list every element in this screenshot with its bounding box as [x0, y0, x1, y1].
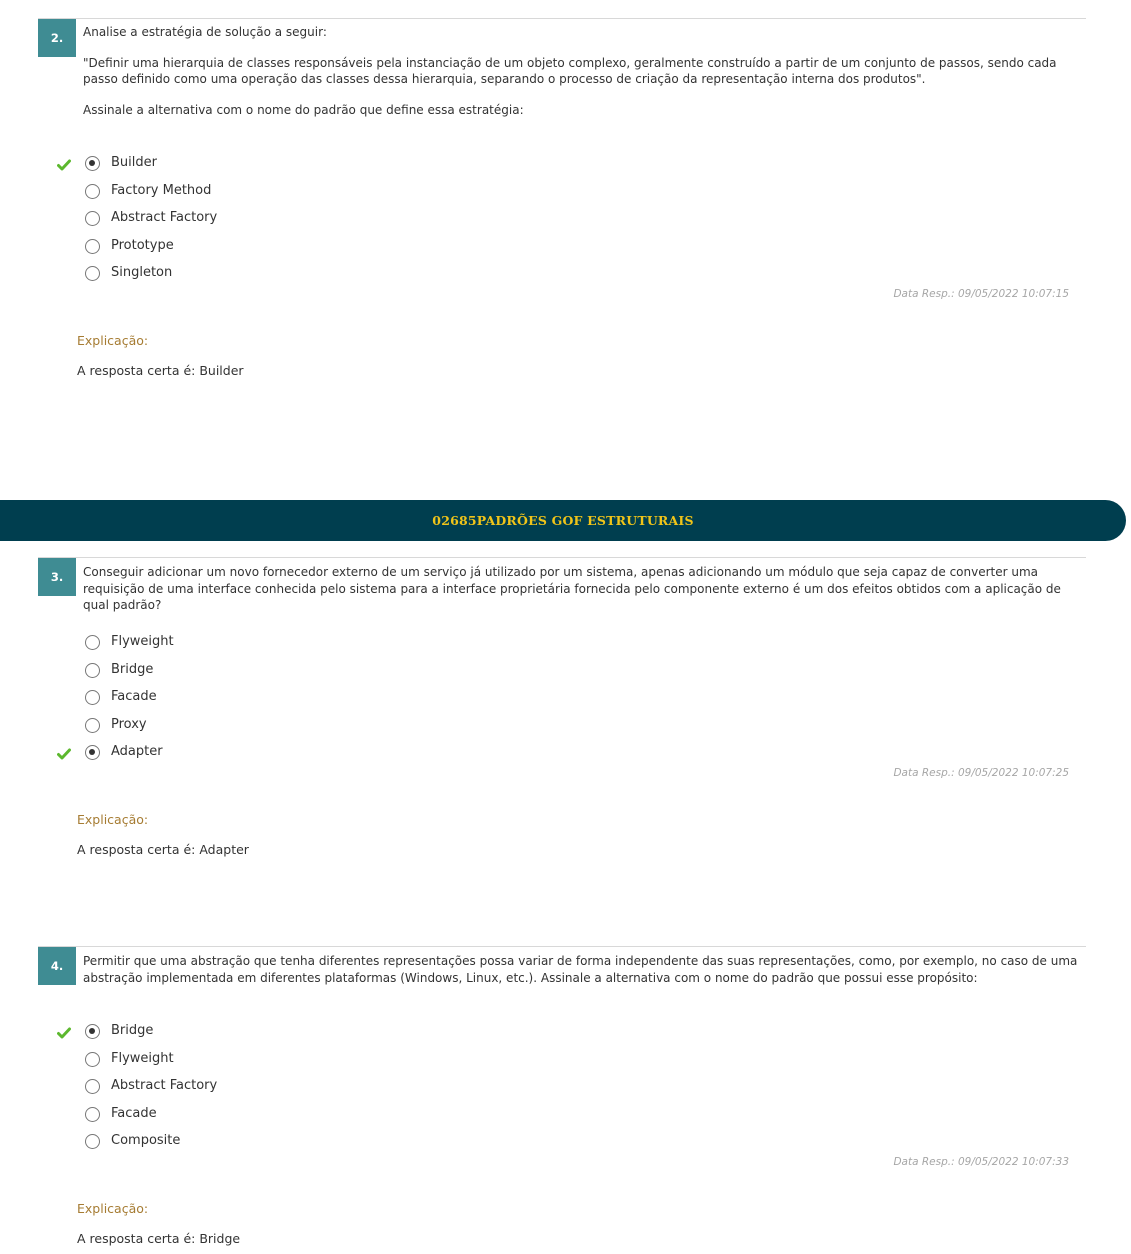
- check-icon: [57, 747, 71, 761]
- option-label: Composite: [111, 1133, 181, 1148]
- option-factory-method[interactable]: [0, 182, 500, 204]
- section-title: 02685PADRÕES GOF ESTRUTURAIS: [432, 513, 694, 528]
- question-divider: [38, 18, 1086, 19]
- option-label: Facade: [111, 689, 157, 704]
- option-label: Singleton: [111, 265, 173, 280]
- explanation-title: Explicação:: [77, 333, 149, 348]
- option-label: Flyweight: [111, 634, 174, 649]
- option-label: Flyweight: [111, 1050, 174, 1066]
- response-date: Data Resp.: 09/05/2022 10:07:33: [893, 1156, 1069, 1168]
- question-text: [83, 953, 1083, 1000]
- question-number: 2.: [38, 19, 76, 57]
- explanation-text: A resposta certa é: Bridge: [77, 1231, 241, 1246]
- option-label: Facade: [111, 1105, 157, 1121]
- option-label: Builder: [111, 155, 157, 170]
- option-flyweight[interactable]: [0, 633, 500, 655]
- explanation-text: A resposta certa é: Builder: [77, 363, 244, 378]
- question-text: [83, 24, 1083, 132]
- section-header: [0, 500, 1126, 541]
- explanation-title: Explicação:: [77, 812, 149, 827]
- radio-button[interactable]: [85, 690, 100, 705]
- radio-button[interactable]: [85, 1134, 100, 1149]
- radio-button[interactable]: [85, 184, 100, 199]
- question-divider: [38, 557, 1086, 558]
- radio-button[interactable]: [85, 663, 100, 678]
- radio-button[interactable]: [85, 211, 100, 226]
- check-icon: [57, 1026, 71, 1040]
- explanation-title: Explicação:: [77, 1201, 149, 1216]
- option-composite[interactable]: [0, 1132, 500, 1154]
- option-label: Abstract Factory: [111, 210, 218, 225]
- question-paragraph: Permitir que uma abstração que tenha diferentes representações possa variar de forma independente das suas representações, como, por exemplo, no caso de uma abstração implementada em diferentes plataformas (Windows, Linux, etc.). Assinale a alternativa com o nome do padrão que possui esse propósito:: [83, 954, 1078, 985]
- option-facade[interactable]: [0, 1105, 500, 1127]
- response-date: Data Resp.: 09/05/2022 10:07:15: [893, 288, 1069, 300]
- option-bridge[interactable]: [0, 1022, 500, 1044]
- option-label: Adapter: [111, 744, 163, 759]
- question-paragraph: Assinale a alternativa com o nome do padrão que define essa estratégia:: [83, 102, 524, 117]
- option-singleton[interactable]: [0, 264, 500, 286]
- option-label: Bridge: [111, 661, 154, 677]
- option-flyweight[interactable]: [0, 1050, 500, 1072]
- question-paragraph: Conseguir adicionar um novo fornecedor externo de um serviço já utilizado por um sistema, apenas adicionando um módulo que seja capaz de converter uma requisição de uma interface conhecida pelo sistema para a interface proprietária fornecida pelo componente externo é um dos efeitos obtidos com a aplicação de qual padrão?: [83, 565, 1061, 612]
- question-number: 3.: [38, 558, 76, 596]
- radio-button[interactable]: [85, 239, 100, 254]
- option-prototype[interactable]: [0, 237, 500, 259]
- radio-button[interactable]: [85, 1052, 100, 1067]
- option-label: Bridge: [111, 1023, 154, 1038]
- option-label: Prototype: [111, 237, 174, 253]
- response-date: Data Resp.: 09/05/2022 10:07:25: [893, 767, 1069, 779]
- radio-button[interactable]: [85, 718, 100, 733]
- option-adapter[interactable]: [0, 743, 500, 765]
- question-paragraph: "Definir uma hierarquia de classes responsáveis pela instanciação de um objeto complexo, geralmente construído a partir de um conjunto de passos, sendo cada passo definido como uma operação das classes dessa hierarquia, separando o processo de criação da representação interna dos produtos".: [83, 55, 1057, 86]
- option-label: Proxy: [111, 716, 147, 732]
- radio-button[interactable]: [85, 1024, 100, 1039]
- option-proxy[interactable]: [0, 716, 500, 738]
- option-label: Factory Method: [111, 182, 212, 198]
- radio-button[interactable]: [85, 156, 100, 171]
- radio-button[interactable]: [85, 1107, 100, 1122]
- option-abstract-factory[interactable]: [0, 209, 500, 231]
- question-text: [83, 564, 1083, 628]
- radio-button[interactable]: [85, 635, 100, 650]
- option-abstract-factory[interactable]: [0, 1077, 500, 1099]
- option-label: Abstract Factory: [111, 1078, 218, 1093]
- question-paragraph: Analise a estratégia de solução a seguir:: [83, 25, 327, 39]
- radio-button[interactable]: [85, 745, 100, 760]
- explanation-text: A resposta certa é: Adapter: [77, 842, 249, 857]
- option-bridge[interactable]: [0, 661, 500, 683]
- question-number: 4.: [38, 947, 76, 985]
- option-facade[interactable]: [0, 688, 500, 710]
- option-builder[interactable]: [0, 154, 500, 176]
- radio-button[interactable]: [85, 1079, 100, 1094]
- radio-button[interactable]: [85, 266, 100, 281]
- check-icon: [57, 158, 71, 172]
- question-divider: [38, 946, 1086, 947]
